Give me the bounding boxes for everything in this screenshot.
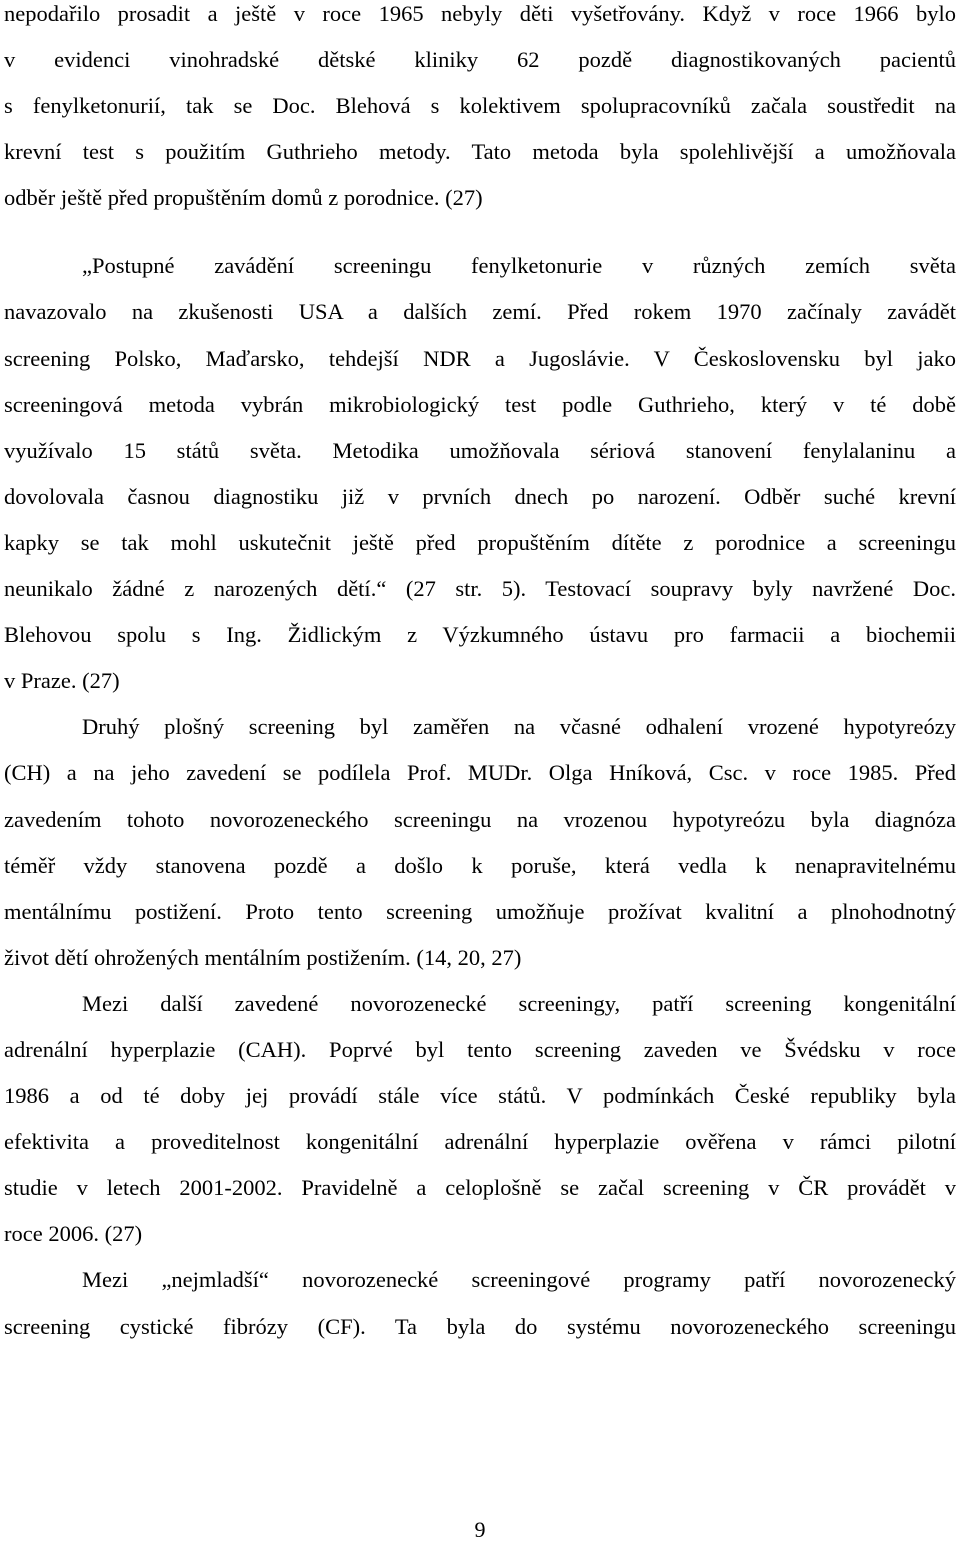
paragraph-spacer	[4, 230, 956, 252]
text-line: screening Polsko, Maďarsko, tehdejší NDR a Jugoslávie. V Československu byl jako	[4, 345, 956, 371]
paragraph-cah	[4, 990, 956, 1267]
paragraph-hypothyroidism	[4, 713, 956, 990]
paragraph-cf	[4, 1266, 956, 1358]
text-line: v Praze. (27)	[4, 668, 120, 694]
text-line: „Postupné zavádění screeningu fenylketonurie v různých zemích světa	[82, 253, 956, 279]
text-line: Mezi „nejmladší“ novorozenecké screeningové programy patří novorozenecký	[82, 1267, 956, 1293]
paragraph-continuation	[4, 0, 956, 230]
text-line: téměř vždy stanovena pozdě a došlo k poruše, která vedla k nenapravitelnému	[4, 852, 956, 878]
text-line: zavedením tohoto novorozeneckého screeningu na vrozenou hypotyreózu byla diagnóza	[4, 806, 956, 832]
text-line: 1986 a od té doby jej provádí stále více států. V podmínkách České republiky byla	[4, 1083, 956, 1109]
text-line: screeningová metoda vybrán mikrobiologický test podle Guthrieho, který v té době	[4, 391, 956, 417]
document-body	[4, 0, 956, 1359]
text-line: krevní test s použitím Guthrieho metody. Tato metoda byla spolehlivější a umožňovala	[4, 139, 956, 165]
text-line: mentálnímu postižení. Proto tento screening umožňuje prožívat kvalitní a plnohodnotný	[4, 898, 956, 924]
text-line: život dětí ohrožených mentálním postižením. (14, 20, 27)	[4, 944, 522, 970]
text-line: v evidenci vinohradské dětské kliniky 62 pozdě diagnostikovaných pacientů	[4, 47, 956, 72]
text-line: dovolovala časnou diagnostiku již v prvních dnech po narození. Odběr suché krevní	[4, 483, 956, 509]
text-line: screening cystické fibrózy (CF). Ta byla do systému novorozeneckého screeningu	[4, 1313, 956, 1339]
text-line: navazovalo na zkušenosti USA a dalších zemí. Před rokem 1970 začínaly zavádět	[4, 299, 956, 325]
text-line: efektivita a proveditelnost kongenitální adrenální hyperplazie ověřena v rámci pilotní	[4, 1129, 956, 1155]
text-line: odběr ještě před propuštěním domů z porodnice. (27)	[4, 185, 483, 211]
text-line: Mezi další zavedené novorozenecké screeningy, patří screening kongenitální	[82, 990, 956, 1016]
text-line: Druhý plošný screening byl zaměřen na včasné odhalení vrozené hypotyreózy	[82, 714, 956, 740]
text-line: (CH) a na jeho zavedení se podílela Prof. MUDr. Olga Hníková, Csc. v roce 1985. Před	[4, 760, 956, 786]
text-line: kapky se tak mohl uskutečnit ještě před propuštěním dítěte z porodnice a screeningu	[4, 529, 956, 555]
text-line: roce 2006. (27)	[4, 1221, 143, 1247]
text-line: neunikalo žádné z narozených dětí.“ (27 str. 5). Testovací soupravy byly navržené Doc.	[4, 576, 956, 602]
text-line: Blehovou spolu s Ing. Židlickým z Výzkumného ústavu pro farmacii a biochemii	[4, 622, 956, 648]
quotation-paragraph	[4, 252, 956, 713]
text-line: nepodařilo prosadit a ještě v roce 1965 nebyly děti vyšetřovány. Když v roce 1966 bylo	[4, 1, 956, 26]
text-line: studie v letech 2001-2002. Pravidelně a celoplošně se začal screening v ČR provádět v	[4, 1175, 956, 1201]
text-line: využívalo 15 států světa. Metodika umožňovala sériová stanovení fenylalaninu a	[4, 437, 956, 463]
text-line: adrenální hyperplazie (CAH). Poprvé byl tento screening zaveden ve Švédsku v roce	[4, 1036, 956, 1062]
page-number: 9	[474, 1517, 486, 1542]
text-line: s fenylketonurií, tak se Doc. Blehová s kolektivem spolupracovníků začala soustředit na	[4, 93, 956, 119]
